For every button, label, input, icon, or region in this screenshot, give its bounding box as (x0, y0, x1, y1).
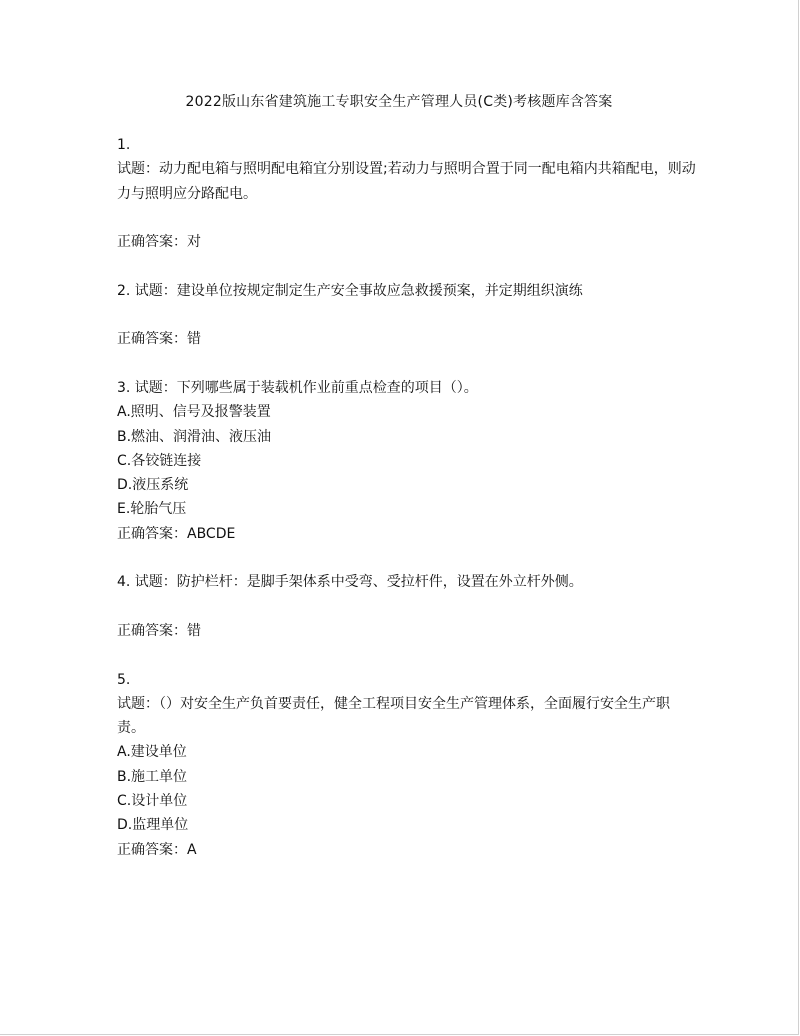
question-4 (117, 570, 697, 643)
question-text: 试题：（）对安全生产负首要责任，健全工程项目安全生产管理体系，全面履行安全生产职责。 (117, 695, 670, 737)
document-title: 2022版山东省建筑施工专职安全生产管理人员(C类)考核题库含答案 (185, 94, 613, 110)
correct-answer: 正确答案：错 (117, 331, 201, 348)
correct-answer: 正确答案：ABCDE (117, 525, 236, 542)
option-b: B.燃油、润滑油、液压油 (117, 428, 272, 445)
correct-answer: 正确答案：A (117, 841, 197, 858)
question-5 (117, 668, 697, 862)
option-d: D.监理单位 (117, 817, 189, 834)
question-text: 3. 试题：下列哪些属于装载机作业前重点检查的项目（）。 (117, 379, 478, 396)
option-c: C.各铰链连接 (117, 452, 202, 469)
question-1 (117, 133, 697, 254)
correct-answer: 正确答案：对 (117, 234, 201, 251)
option-a: A.建设单位 (117, 744, 187, 761)
question-number: 1. (117, 137, 131, 153)
question-text: 试题：动力配电箱与照明配电箱宜分别设置;若动力与照明合置于同一配电箱内共箱配电，则动力与照明应分路配电。 (117, 161, 696, 202)
correct-answer: 正确答案：错 (117, 622, 201, 639)
option-e: E.轮胎气压 (117, 501, 187, 518)
question-text: 4. 试题：防护栏杆：是脚手架体系中受弯、受拉杆件，设置在外立杆外侧。 (117, 574, 583, 591)
question-2 (117, 279, 697, 352)
option-d: D.液压系统 (117, 477, 189, 494)
question-number: 5. (117, 671, 131, 688)
option-b: B.施工单位 (117, 768, 188, 785)
question-list (117, 133, 697, 862)
question-3 (117, 376, 697, 546)
option-a: A.照明、信号及报警装置 (117, 404, 271, 421)
question-text: 2. 试题：建设单位按规定制定生产安全事故应急救援预案，并定期组织演练 (117, 282, 583, 299)
option-c: C.设计单位 (117, 793, 188, 810)
